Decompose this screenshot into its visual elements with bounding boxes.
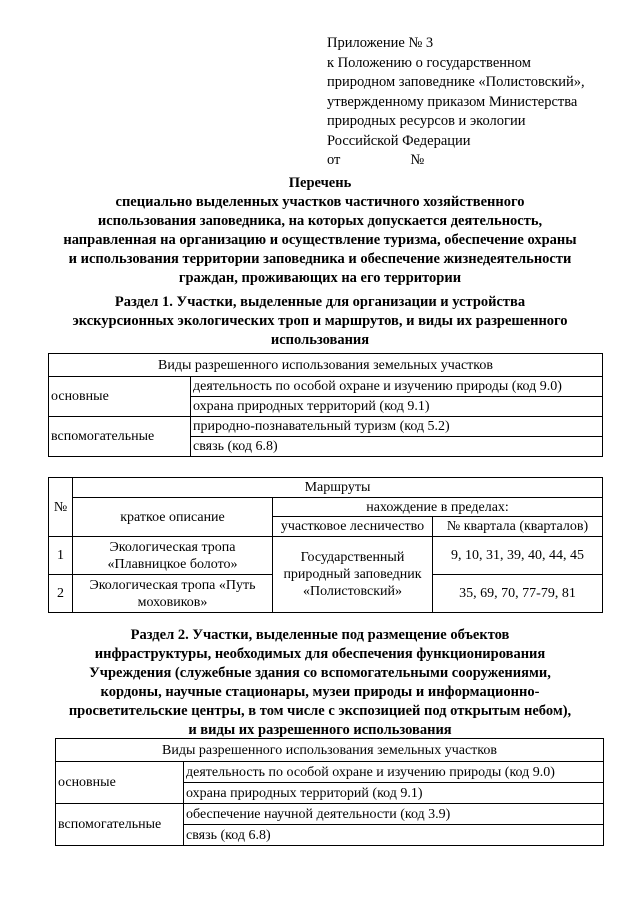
aux-use-item: природно-познавательный туризм (код 5.2)	[191, 417, 603, 437]
forestry-value: Государственный природный заповедник «Полистовский»	[273, 537, 433, 613]
aux-use-item: обеспечение научной деятельности (код 3.9)	[184, 804, 604, 825]
section2-line: инфраструктуры, необходимых для обеспечения функционирования	[94, 646, 546, 662]
routes-table	[48, 477, 603, 613]
number-label: №	[410, 152, 425, 168]
appendix-line: к Положению о государственном	[327, 54, 531, 71]
section2-landuse-table	[55, 738, 604, 846]
appendix-block	[327, 34, 627, 171]
section1-line: экскурсионных экологических троп и маршрутов, и виды их разрешенного	[72, 313, 568, 329]
route-number: 2	[49, 575, 73, 613]
landuse-header: Виды разрешенного использования земельных участков	[49, 354, 603, 377]
aux-use-label: вспомогательные	[49, 417, 191, 457]
heading-line: граждан, проживающих на его территории	[178, 270, 462, 286]
main-use-item: охрана природных территорий (код 9.1)	[191, 397, 603, 417]
aux-use-item: связь (код 6.8)	[184, 825, 604, 846]
section1-line: Раздел 1. Участки, выделенные для организации и устройства	[114, 294, 526, 310]
section1-landuse-table	[48, 353, 603, 457]
quarters-header: № квартала (кварталов)	[433, 517, 603, 537]
main-use-item: деятельность по особой охране и изучению природы (код 9.0)	[184, 762, 604, 783]
appendix-line: Приложение № 3	[327, 35, 434, 51]
forestry-header: участковое лесничество	[273, 517, 433, 537]
heading-line: специально выделенных участков частичного хозяйственного	[115, 194, 525, 210]
section2-line: просветительские центры, в том числе с экспозицией под открытым небом),	[68, 703, 572, 719]
num-header: №	[49, 478, 73, 537]
main-use-item: деятельность по особой охране и изучению природы (код 9.0)	[191, 377, 603, 397]
from-label: от	[327, 152, 341, 168]
route-number: 1	[49, 537, 73, 575]
heading-line: направленная на организацию и осуществление туризма, обеспечение охраны	[63, 232, 577, 248]
route-quarters: 35, 69, 70, 77-79, 81	[433, 575, 603, 613]
main-use-label: основные	[49, 377, 191, 417]
section2-heading	[20, 626, 620, 740]
document-title: Перечень	[288, 175, 352, 191]
heading-line: использования заповедника, на которых допускается деятельность,	[97, 213, 543, 229]
location-header: нахождение в пределах:	[273, 498, 603, 517]
route-description: Экологическая тропа «Путь моховиков»	[73, 575, 273, 613]
routes-header: Маршруты	[73, 478, 603, 498]
aux-use-item: связь (код 6.8)	[191, 437, 603, 457]
landuse-header: Виды разрешенного использования земельных участков	[56, 739, 604, 762]
route-description: Экологическая тропа «Плавницкое болото»	[73, 537, 273, 575]
appendix-line: природных ресурсов и экологии	[327, 113, 526, 129]
appendix-line: Российской Федерации	[327, 132, 471, 149]
appendix-line: утвержденному приказом Министерства	[327, 93, 578, 110]
appendix-date-line	[327, 151, 627, 171]
section2-line: и виды их разрешенного использования	[188, 722, 452, 738]
heading-line: и использования территории заповедника и обеспечение жизнедеятельности	[68, 251, 572, 267]
appendix-line: природном заповеднике «Полистовский»,	[327, 74, 585, 90]
section2-line: Учреждения (служебные здания со вспомогательными сооружениями,	[89, 665, 551, 681]
main-use-label: основные	[56, 762, 184, 804]
section1-heading	[20, 293, 620, 350]
description-header: краткое описание	[73, 498, 273, 537]
route-quarters: 9, 10, 31, 39, 40, 44, 45	[433, 537, 603, 575]
document-heading	[20, 174, 620, 288]
section1-line: использования	[270, 332, 370, 348]
aux-use-label: вспомогательные	[56, 804, 184, 846]
section2-line: кордоны, научные стационары, музеи природы и информационно-	[100, 684, 540, 700]
section2-line: Раздел 2. Участки, выделенные под размещение объектов	[130, 627, 510, 643]
main-use-item: охрана природных территорий (код 9.1)	[184, 783, 604, 804]
